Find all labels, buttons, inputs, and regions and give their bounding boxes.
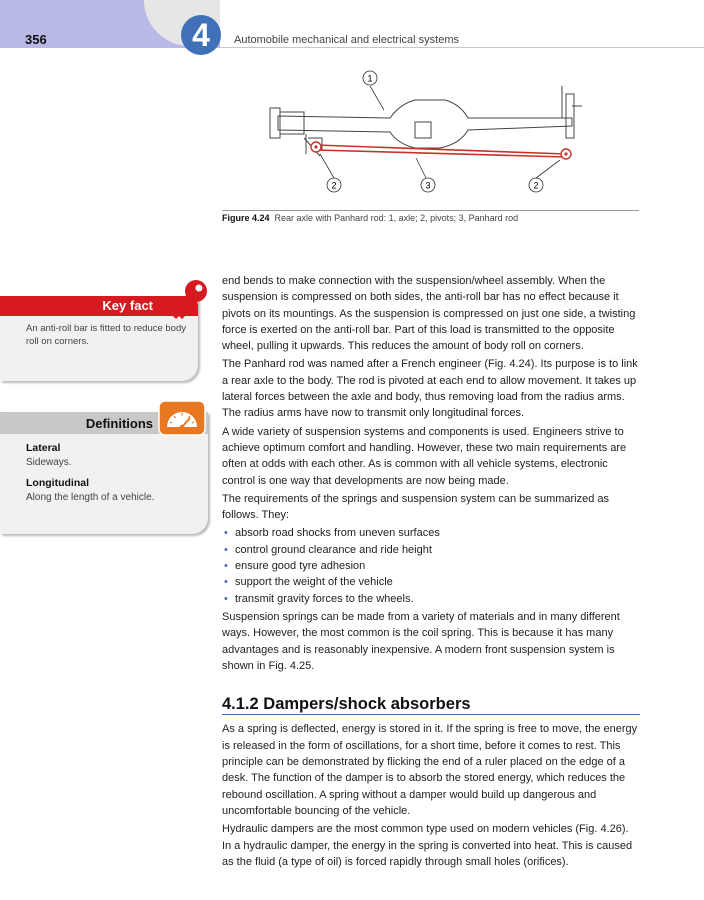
paragraph: The Panhard rod was named after a French engineer (Fig. 4.24). Its purpose is to link a rear axle to the body. The rod is pivoted at each end to allow movement. It takes up lateral forces between the axle and body, thus removing load from the radius arms. The radius arms have now to transmit only longitudinal forces. [222,358,638,420]
panhard-rod [316,145,566,157]
main-text [222,273,640,872]
figure-number: Figure 4.24 [222,213,270,223]
chapter-badge: 4 [181,15,221,55]
differential-cover [415,122,431,138]
requirements-list [222,525,640,606]
key-icon [164,276,212,324]
list-item: • transmit gravity forces to the wheels. [222,591,640,607]
callout-2-right [529,178,543,192]
svg-text:2: 2 [533,180,539,191]
svg-text:3: 3 [425,180,431,191]
callout-2-left [327,178,341,192]
gauge-icon [158,400,206,436]
bullet-icon: • [224,576,228,589]
paragraph: As a spring is deflected, energy is stored in it. If the spring is free to move, the energy is released in the form of oscillations, for a short time, before it comes to rest. This principle can be demonstrated by flicking the end of a ruler placed on the edge of a desk. The function of the damper is to absorb the stored energy, which reduces the rebound oscillation. A spring without a damper would build up dangerous and uncomfortable bouncing of the vehicle. [222,723,638,817]
list-item: • support the weight of the vehicle [222,574,640,590]
bullet-icon: • [224,527,228,540]
callout-3 [421,178,435,192]
key-fact-title: Key fact [102,298,153,313]
paragraph: end bends to make connection with the suspension/wheel assembly. When the suspension is compressed on both sides, the anti-roll bar has no effect because it pivots on its mountings. As the suspension is compressed on just one side, a twisting force is exerted on the anti-roll bar. Part of this load is transmitted to the opposite wheel, pulling it upwards. This reduces the amount of body roll on corners. [222,275,636,353]
bullet-icon: • [224,592,228,605]
paragraph: Suspension springs can be made from a variety of materials and in many different ways. However, the most common is the coil spring. This is because it has many advantages and is reasonably inexpensive. A modern front suspension system is shown in Fig. 4.25. [222,610,620,672]
header-divider [220,47,704,48]
definition-text-longitudinal: Along the length of a vehicle. [26,492,155,503]
paragraph: Hydraulic dampers are the most common type used on modern vehicles (Fig. 4.26). In a hydraulic damper, the energy in the spring is converted into heat. This is caused as the fluid (a type of oil) is forced rapidly through small holes (orifices). [222,823,633,868]
definition-term-longitudinal: Longitudinal [26,477,89,489]
figure-caption [222,213,518,223]
definition-term-lateral: Lateral [26,442,61,454]
list-item: • control ground clearance and ride height [222,542,640,558]
figure-rule [222,210,639,211]
running-title: Automobile mechanical and electrical systems [234,34,459,46]
right-mount [566,94,574,138]
figure-diagram [250,66,590,196]
callout-1 [363,71,377,85]
paragraph: A wide variety of suspension systems and components is used. Engineers strive to achieve optimum comfort and handling. However, these two main requirements are often at odds with each other. As is common with all vehicle systems, electronic control is one way that developments are now being made. [222,425,627,487]
list-item: • absorb road shocks from uneven surfaces [222,525,640,541]
section-heading: 4.1.2 Dampers/shock absorbers [222,696,640,715]
page-number: 356 [25,32,47,47]
svg-text:1: 1 [367,73,373,84]
definitions-title: Definitions [85,416,153,431]
bullet-icon: • [224,560,228,573]
definition-text-lateral: Sideways. [26,457,72,468]
bullet-icon: • [224,543,228,556]
list-item: • ensure good tyre adhesion [222,558,640,574]
figure-caption-text: Rear axle with Panhard rod: 1, axle; 2, pivots; 3, Panhard rod [274,213,519,223]
key-fact-text: An anti-roll bar is fitted to reduce body roll on corners. [26,323,187,347]
svg-text:2: 2 [331,180,337,191]
paragraph: The requirements of the springs and suspension system can be summarized as follows. They: [222,492,610,522]
